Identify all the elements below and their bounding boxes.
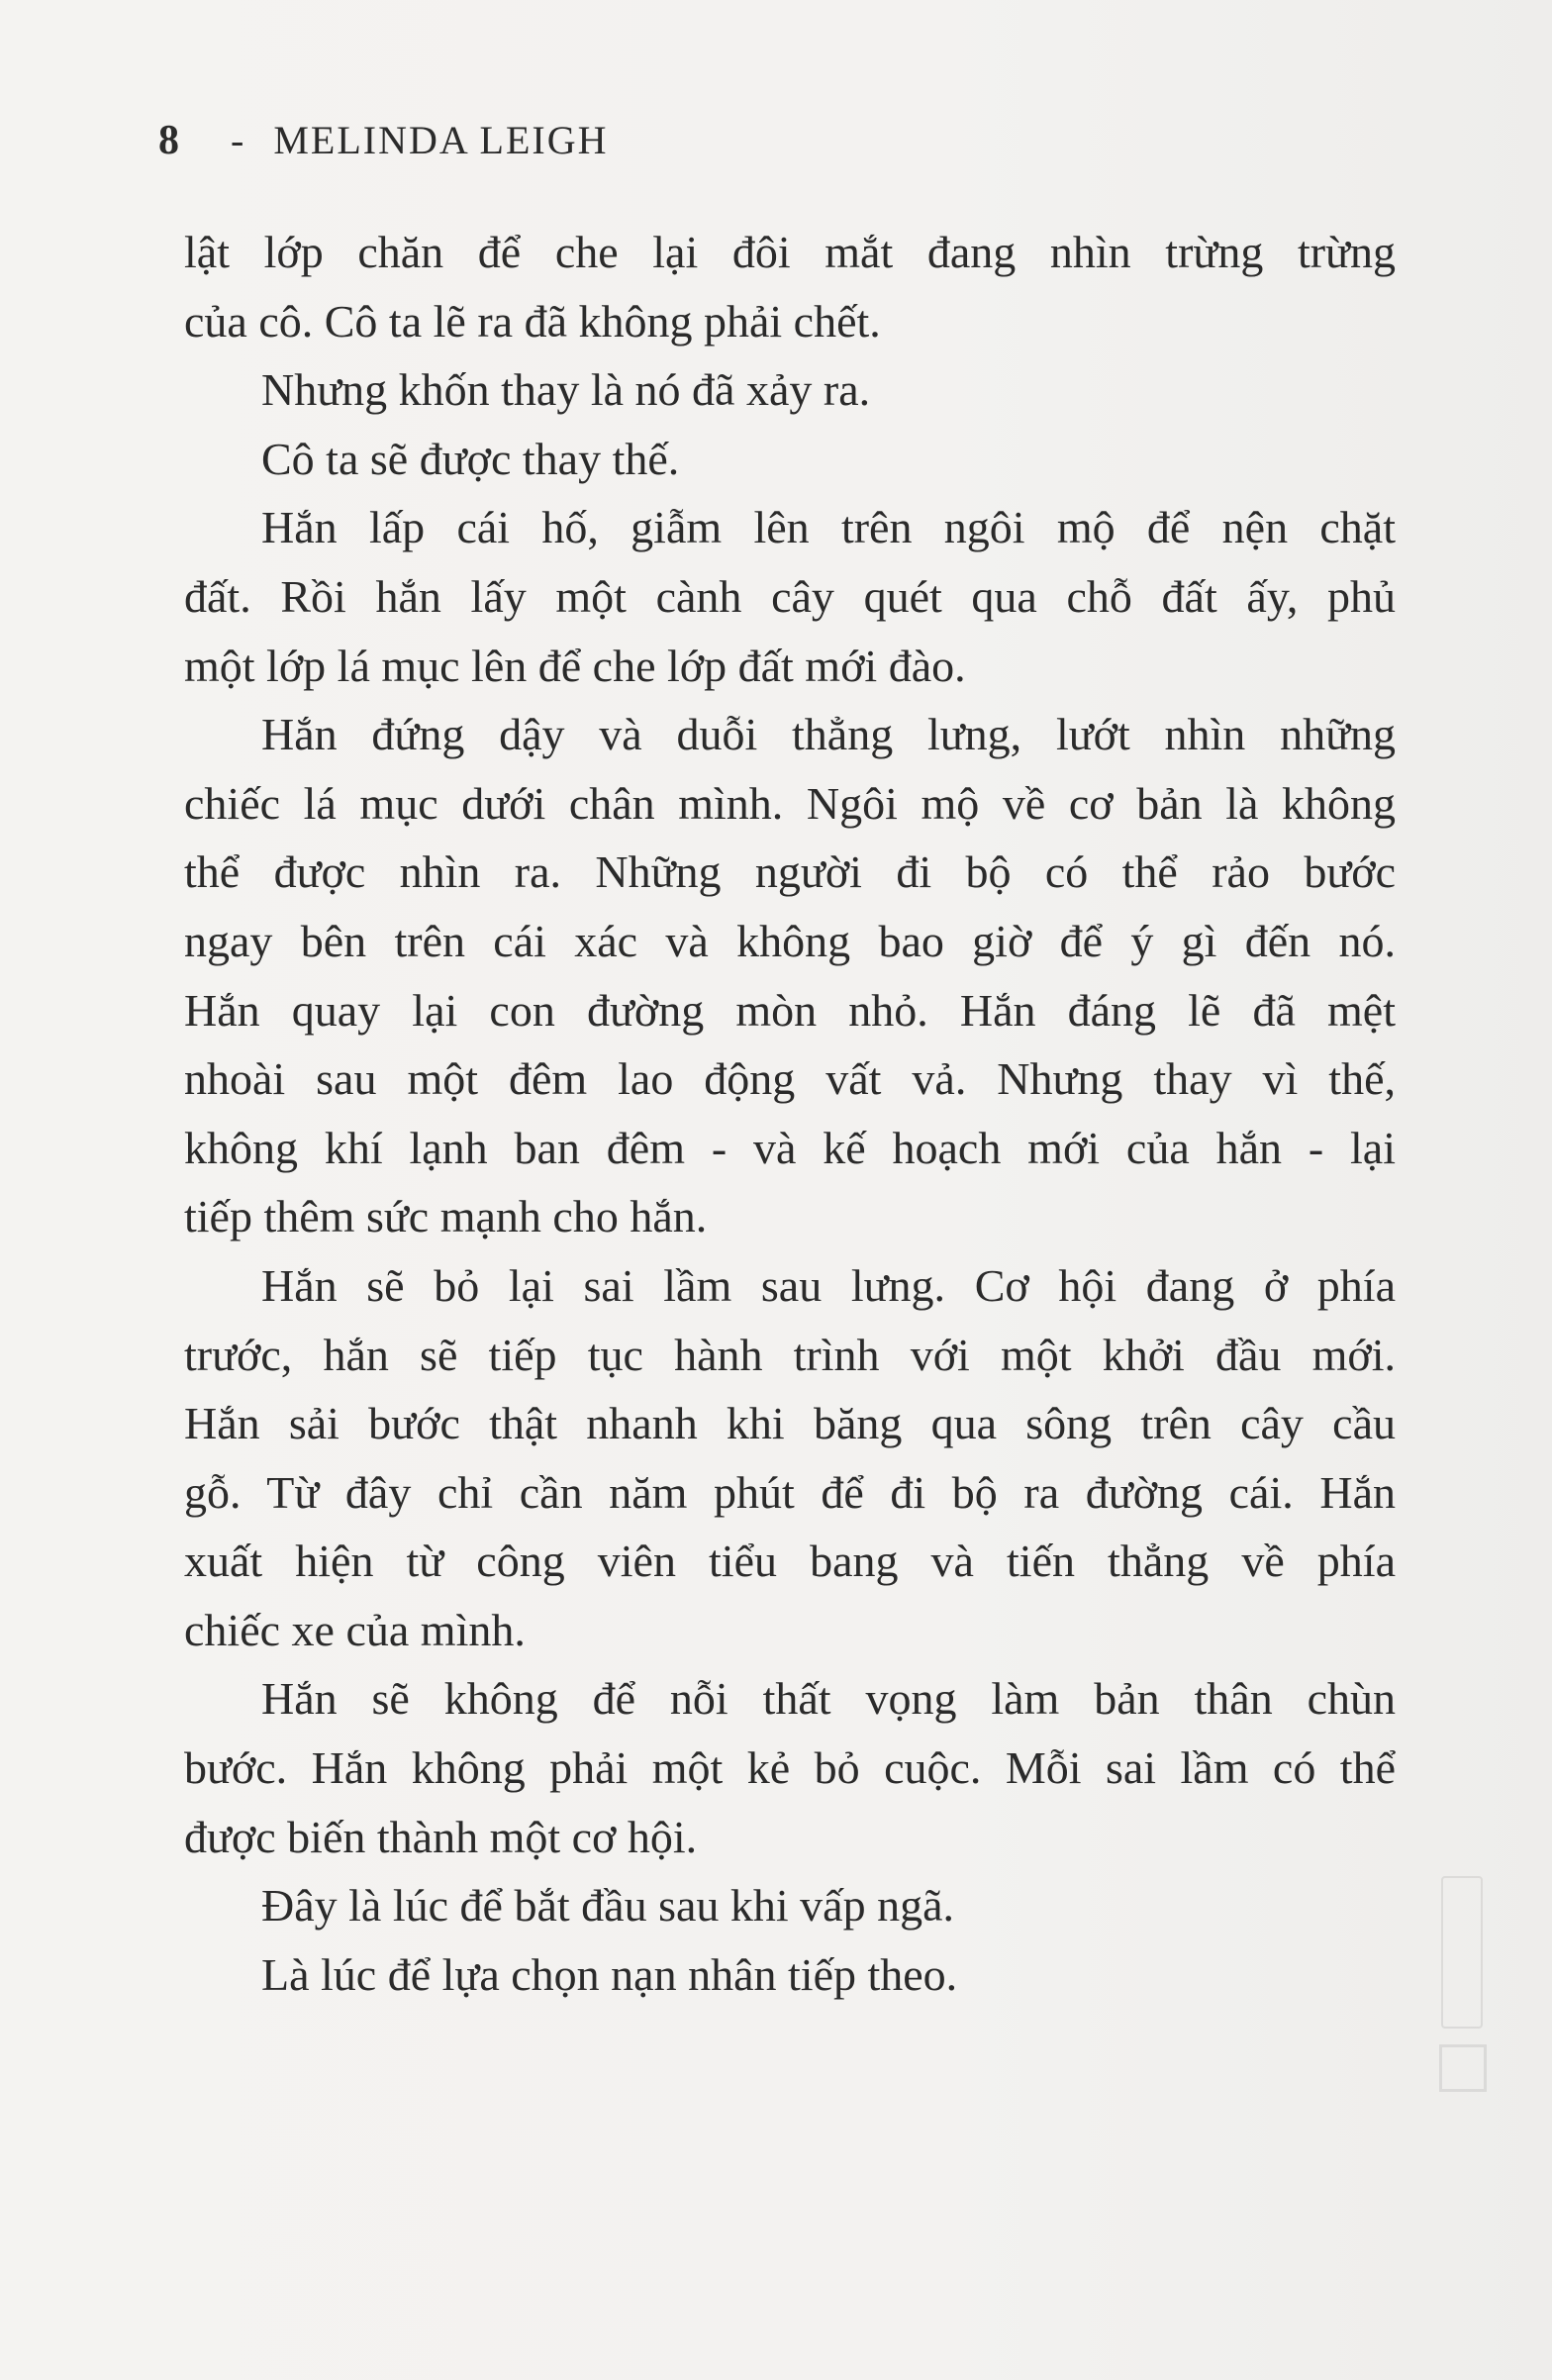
text-line: ngay bên trên cái xác và không bao giờ để ý gì đến nó. <box>184 915 1396 966</box>
text-line: gỗ. Từ đây chỉ cần năm phút để đi bộ ra đường cái. Hắn <box>184 1466 1396 1518</box>
text-line: bước. Hắn không phải một kẻ bỏ cuộc. Mỗi sai lầm có thể <box>184 1742 1396 1794</box>
header-separator: - <box>231 118 244 162</box>
page-number: 8 <box>158 118 179 163</box>
text-line: Cô ta sẽ được thay thế. <box>261 433 680 484</box>
text-line: Đây là lúc để bắt đầu sau khi vấp ngã. <box>261 1880 954 1932</box>
text-line: Hắn sải bước thật nhanh khi băng qua sông trên cây cầu <box>184 1398 1396 1449</box>
text-line: xuất hiện từ công viên tiểu bang và tiến thẳng về phía <box>184 1536 1396 1587</box>
bleed-through-label <box>1441 1876 1483 2029</box>
text-line: không khí lạnh ban đêm - và kế hoạch mới của hắn - lại <box>184 1122 1396 1173</box>
text-line: tiếp thêm sức mạnh cho hắn. <box>184 1191 708 1242</box>
text-line: Hắn sẽ không để nỗi thất vọng làm bản thân chùn <box>261 1673 1396 1725</box>
text-line: Hắn đứng dậy và duỗi thẳng lưng, lướt nhìn những <box>261 709 1396 760</box>
text-line: Hắn lấp cái hố, giẫm lên trên ngôi mộ để nện chặt <box>261 502 1396 553</box>
author-name: MELINDA LEIGH <box>273 118 609 162</box>
text-line: đất. Rồi hắn lấy một cành cây quét qua chỗ đất ấy, phủ <box>184 570 1396 622</box>
text-line: được biến thành một cơ hội. <box>184 1811 698 1862</box>
text-line: một lớp lá mục lên để che lớp đất mới đào. <box>184 640 966 691</box>
text-line: thể được nhìn ra. Những người đi bộ có thể rảo bước <box>184 846 1396 898</box>
text-line: Nhưng khốn thay là nó đã xảy ra. <box>261 364 871 416</box>
bleed-through-mark <box>1435 1876 1485 2104</box>
text-line: Hắn sẽ bỏ lại sai lầm sau lưng. Cơ hội đang ở phía <box>261 1259 1396 1311</box>
text-line: chiếc lá mục dưới chân mình. Ngôi mộ về cơ bản là không <box>184 777 1396 829</box>
text-line: của cô. Cô ta lẽ ra đã không phải chết. <box>184 295 881 347</box>
text-line: chiếc xe của mình. <box>184 1604 526 1655</box>
text-line: Hắn quay lại con đường mòn nhỏ. Hắn đáng lẽ đã mệt <box>184 984 1396 1036</box>
text-line: lật lớp chăn để che lại đôi mắt đang nhìn trừng trừng <box>184 227 1396 277</box>
bleed-through-logo <box>1439 2044 1487 2092</box>
text-line: trước, hắn sẽ tiếp tục hành trình với một khởi đầu mới. <box>184 1329 1396 1380</box>
running-header <box>158 117 609 176</box>
body-text <box>184 218 1396 2009</box>
text-line: nhoài sau một đêm lao động vất vả. Nhưng thay vì thế, <box>184 1053 1396 1105</box>
text-line: Là lúc để lựa chọn nạn nhân tiếp theo. <box>261 1948 958 2000</box>
